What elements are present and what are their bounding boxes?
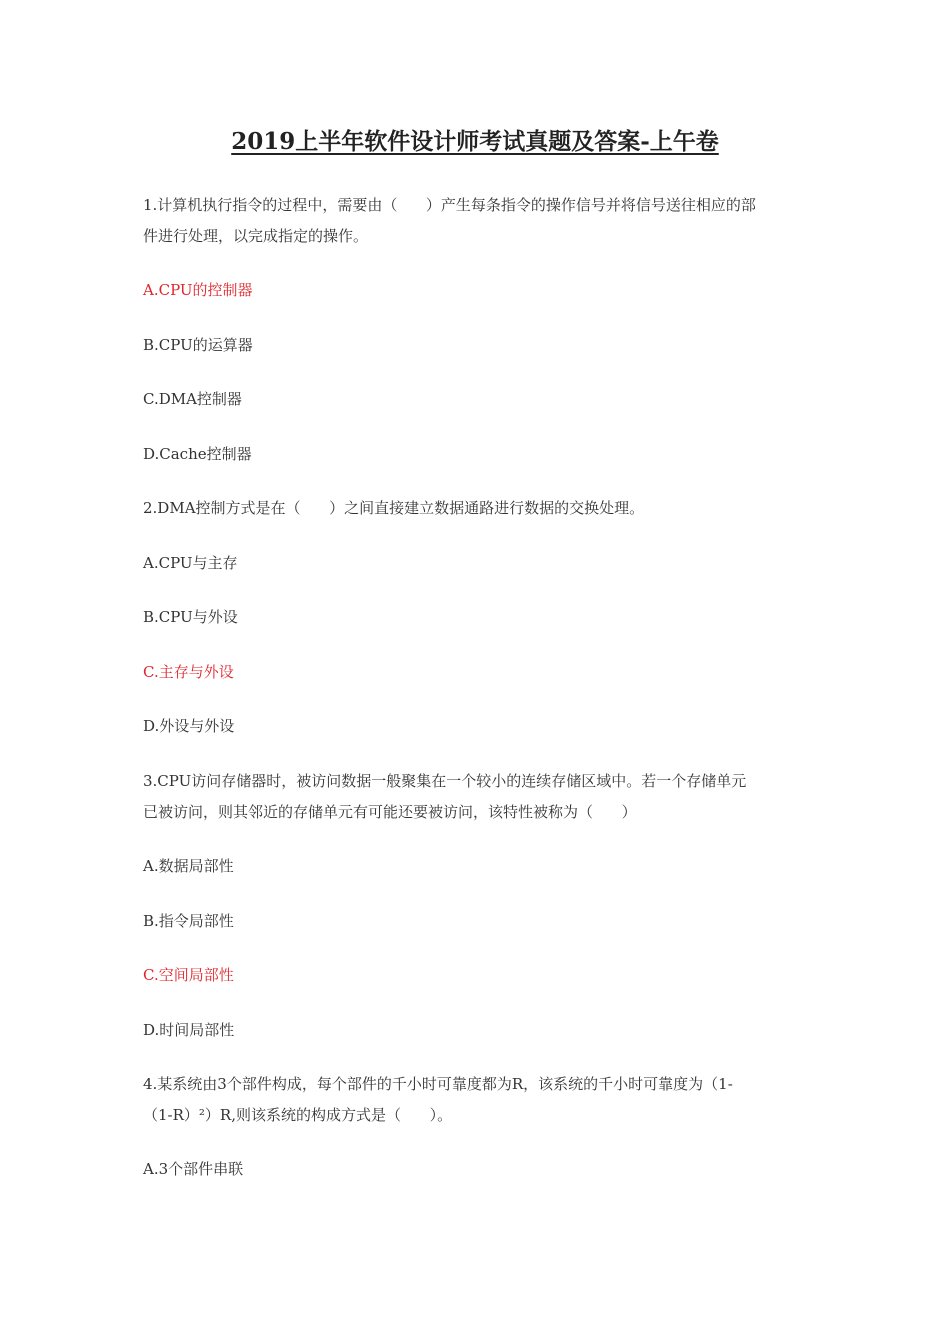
question-1-option-c: C.DMA控制器 — [143, 390, 242, 408]
question-1-stem-line-2: 件进行处理，以完成指定的操作。 — [143, 227, 369, 245]
question-3-stem-line-1: 3.CPU访问存储器时，被访问数据一般聚集在一个较小的连续存储区域中。若一个存储单元 — [143, 772, 747, 790]
question-1-option-a: A.CPU的控制器 — [143, 281, 253, 299]
question-1-stem-line-1: 1.计算机执行指令的过程中，需要由（ ）产生每条指令的操作信号并将信号送往相应的部 — [143, 196, 756, 214]
question-2-option-b: B.CPU与外设 — [143, 608, 238, 626]
question-4-stem-line-2: （1-R）²）R,则该系统的构成方式是（ ）。 — [143, 1106, 453, 1124]
question-2-option-d: D.外设与外设 — [143, 717, 235, 735]
question-3-stem-line-2: 已被访问，则其邻近的存储单元有可能还要被访问，该特性被称为（ ） — [143, 803, 637, 821]
question-3-option-c: C.空间局部性 — [143, 966, 234, 984]
question-3-option-d: D.时间局部性 — [143, 1021, 235, 1039]
question-2-stem-line-1: 2.DMA控制方式是在（ ）之间直接建立数据通路进行数据的交换处理。 — [143, 499, 645, 517]
question-2-option-a: A.CPU与主存 — [143, 554, 238, 572]
document-title: 2019上半年软件设计师考试真题及答案-上午卷 — [231, 128, 719, 155]
question-1-option-b: B.CPU的运算器 — [143, 336, 253, 354]
question-3-option-b: B.指令局部性 — [143, 912, 234, 930]
question-4-option-a: A.3个部件串联 — [143, 1160, 244, 1178]
question-1-option-d: D.Cache控制器 — [143, 445, 252, 463]
question-2-option-c: C.主存与外设 — [143, 663, 234, 681]
question-3-option-a: A.数据局部性 — [143, 857, 234, 875]
question-4-stem-line-1: 4.某系统由3个部件构成，每个部件的千小时可靠度都为R，该系统的千小时可靠度为（1- — [143, 1075, 733, 1093]
